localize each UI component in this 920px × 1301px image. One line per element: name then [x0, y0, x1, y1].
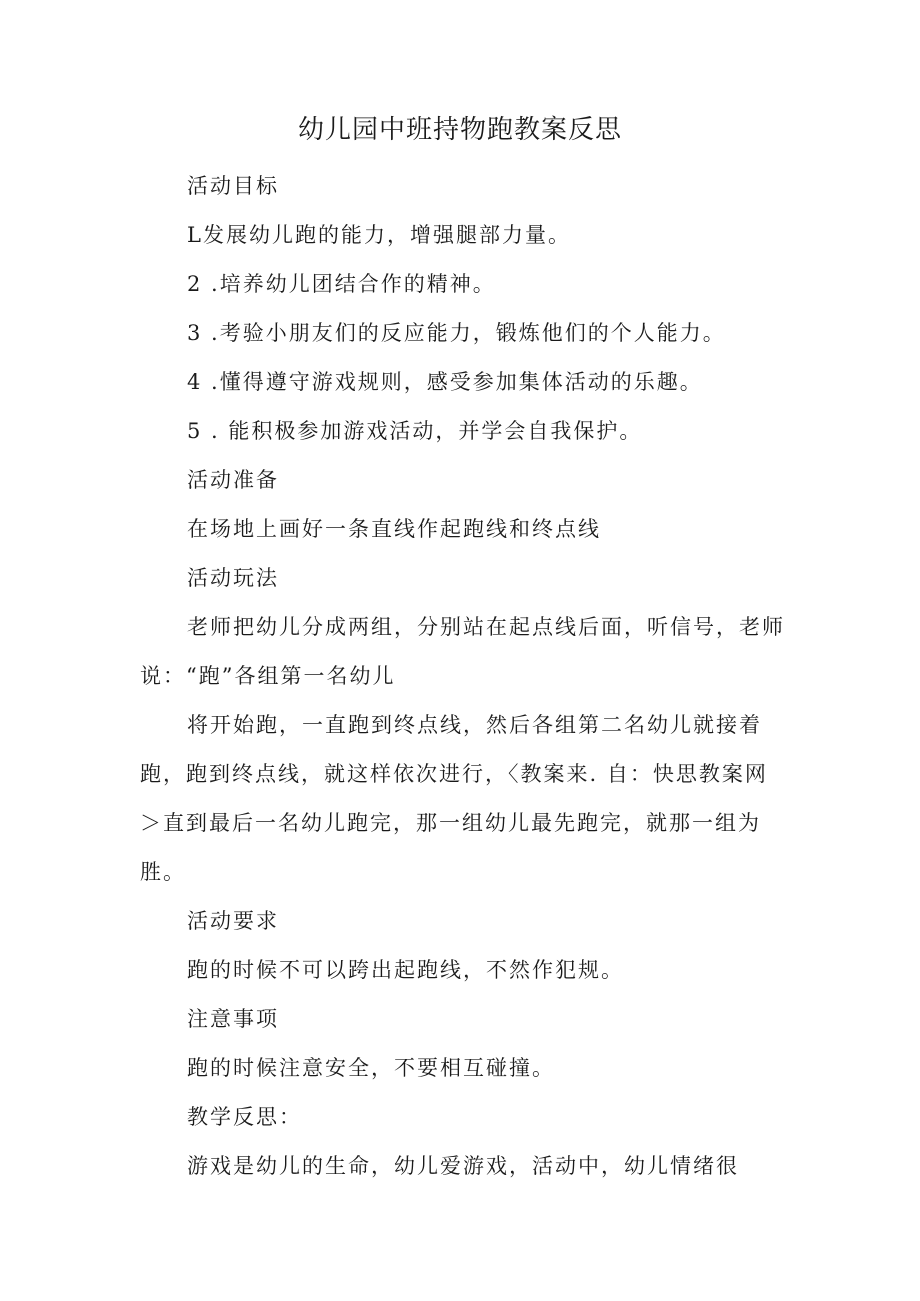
heading-activity-goals: 活动目标	[187, 174, 279, 198]
document-title: 幼儿园中班持物跑教案反思	[297, 115, 622, 145]
heading-activity-requirements: 活动要求	[187, 909, 279, 933]
document-body	[140, 162, 785, 1191]
goal-item-5: 5 . 能积极参加游戏活动，并学会自我保护。	[187, 419, 643, 443]
goal-item-3: 3 .考验小朋友们的反应能力，锻炼他们的个人能力。	[187, 321, 726, 345]
heading-activity-play: 活动玩法	[187, 566, 279, 590]
goal-item-2: 2 .培养幼儿团结合作的精神。	[187, 272, 496, 296]
goal-item-1: L发展幼儿跑的能力，增强腿部力量。	[187, 223, 571, 247]
reflection-text: 游戏是幼儿的生命，幼儿爱游戏，活动中，幼儿情绪很	[187, 1154, 739, 1178]
preparation-text: 在场地上画好一条直线作起跑线和终点线	[187, 517, 601, 541]
heading-activity-preparation: 活动准备	[187, 468, 279, 492]
heading-teaching-reflection: 教学反思：	[187, 1105, 302, 1129]
play-paragraph-2: 将开始跑，一直跑到终点线，然后各组第二名幼儿就接着跑，跑到终点线，就这样依次进行，〈教案来. 自：快思教案网＞直到最后一名幼儿跑完，那一组幼儿最先跑完，就那一组为胜。	[140, 713, 768, 884]
play-paragraph-1: 老师把幼儿分成两组，分别站在起点线后面，听信号，老师说：“跑”各组第一名幼儿	[140, 615, 785, 688]
precautions-text: 跑的时候注意安全，不要相互碰撞。	[187, 1056, 555, 1080]
requirements-text: 跑的时候不可以跨出起跑线，不然作犯规。	[187, 958, 624, 982]
heading-precautions: 注意事项	[187, 1007, 279, 1031]
goal-item-4: 4 .懂得遵守游戏规则，感受参加集体活动的乐趣。	[187, 370, 703, 394]
